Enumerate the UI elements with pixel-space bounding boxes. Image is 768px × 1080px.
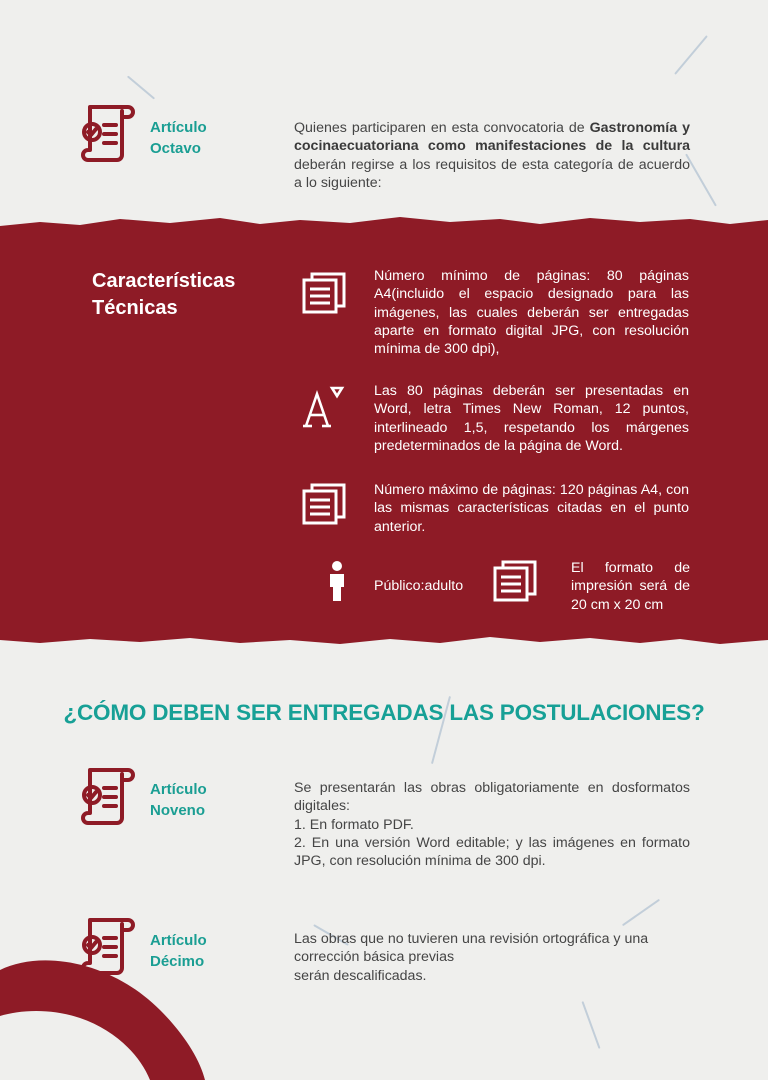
section-heading: ¿CÓMO DEBEN SER ENTREGADAS LAS POSTULACIONES? [63,700,705,725]
article-body: Quienes participaren en esta convocatoria de Gastronomía y cocinaecuatoriana como manifestaciones de la cultura deberán regirse a los requisitos de esta categoría de acuerdo a lo siguiente: [294,120,690,191]
article-body: Las obras que no tuvieren una revisión ortográfica y una corrección básica previas serán descalificadas. [294,931,649,984]
technical-item: El formato de impresión será de 20 cm x 20 cm [571,560,690,613]
paper-fiber [622,899,660,926]
pages-icon [302,483,346,525]
pages-icon [302,272,346,314]
paper-fiber [127,75,155,99]
decorative-swirl [0,930,220,1080]
document-check-icon [78,101,136,163]
article-body: Se presentarán las obras obligatoriamente en dosformatos digitales: 1. En formato PDF. 2. En una versión Word editable; y las imágenes en formato JPG, con resolución mínima de 300 dpi. [294,780,690,870]
technical-item: Las 80 páginas deberán ser presentadas en Word, letra Times New Roman, 12 puntos, interlineado 1,5, respetando los márgenes predeterminados de la página de Word. [374,383,689,454]
torn-edge-bottom [0,634,768,652]
article-title: Artículo Décimo [150,932,207,970]
paper-fiber [674,35,708,75]
font-size-icon [302,384,346,430]
technical-title: Características Técnicas [92,270,236,319]
document-check-icon [78,764,136,826]
torn-edge-top [0,212,768,230]
pages-icon [493,560,537,602]
technical-item: Número máximo de páginas: 120 páginas A4, con las mismas características citadas en el punto anterior. [374,482,689,535]
article-title: Artículo Noveno [150,781,207,819]
paper-fiber [582,1001,601,1049]
technical-item: Público:adulto [374,578,464,594]
article-title: Artículo Octavo [150,119,207,157]
technical-item: Número mínimo de páginas: 80 páginas A4(incluido el espacio designado para las imágenes, las cuales deberán ser entregadas aparte en formato digital JPG, con resolución mínima de 300 dpi), [374,268,689,358]
person-icon [328,561,346,601]
